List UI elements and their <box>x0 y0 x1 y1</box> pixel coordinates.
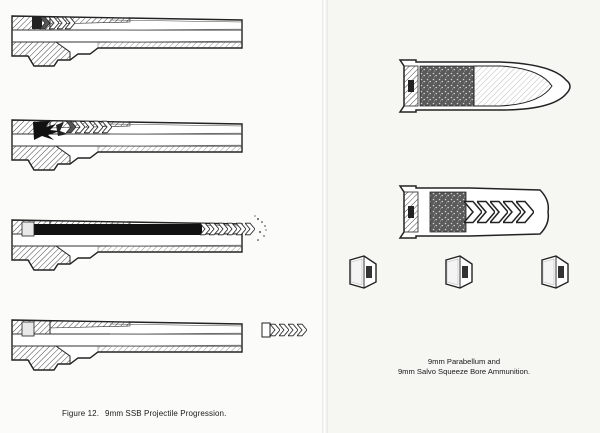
parabellum-cartridge <box>400 60 570 112</box>
loose-projectile-1 <box>350 256 376 288</box>
loose-projectile-2 <box>446 256 472 288</box>
figure-title: 9mm SSB Projectile Progression. <box>105 409 227 418</box>
salvo-squeeze-bore-cartridge <box>400 186 548 238</box>
loose-projectile-3 <box>542 256 568 288</box>
ammunition-caption-line-1: 9mm Parabellum and <box>427 357 501 366</box>
figure-caption <box>62 409 322 418</box>
figure-label: Figure 12. <box>62 409 100 418</box>
barrel-frame-3 <box>12 215 267 270</box>
barrel-frame-4 <box>12 320 307 370</box>
ammunition-caption <box>328 357 600 377</box>
barrel-frame-1 <box>12 16 242 66</box>
barrel-frame-2 <box>12 120 242 170</box>
ammunition-caption-line-2: 9mm Salvo Squeeze Bore Ammunition. <box>397 367 531 376</box>
